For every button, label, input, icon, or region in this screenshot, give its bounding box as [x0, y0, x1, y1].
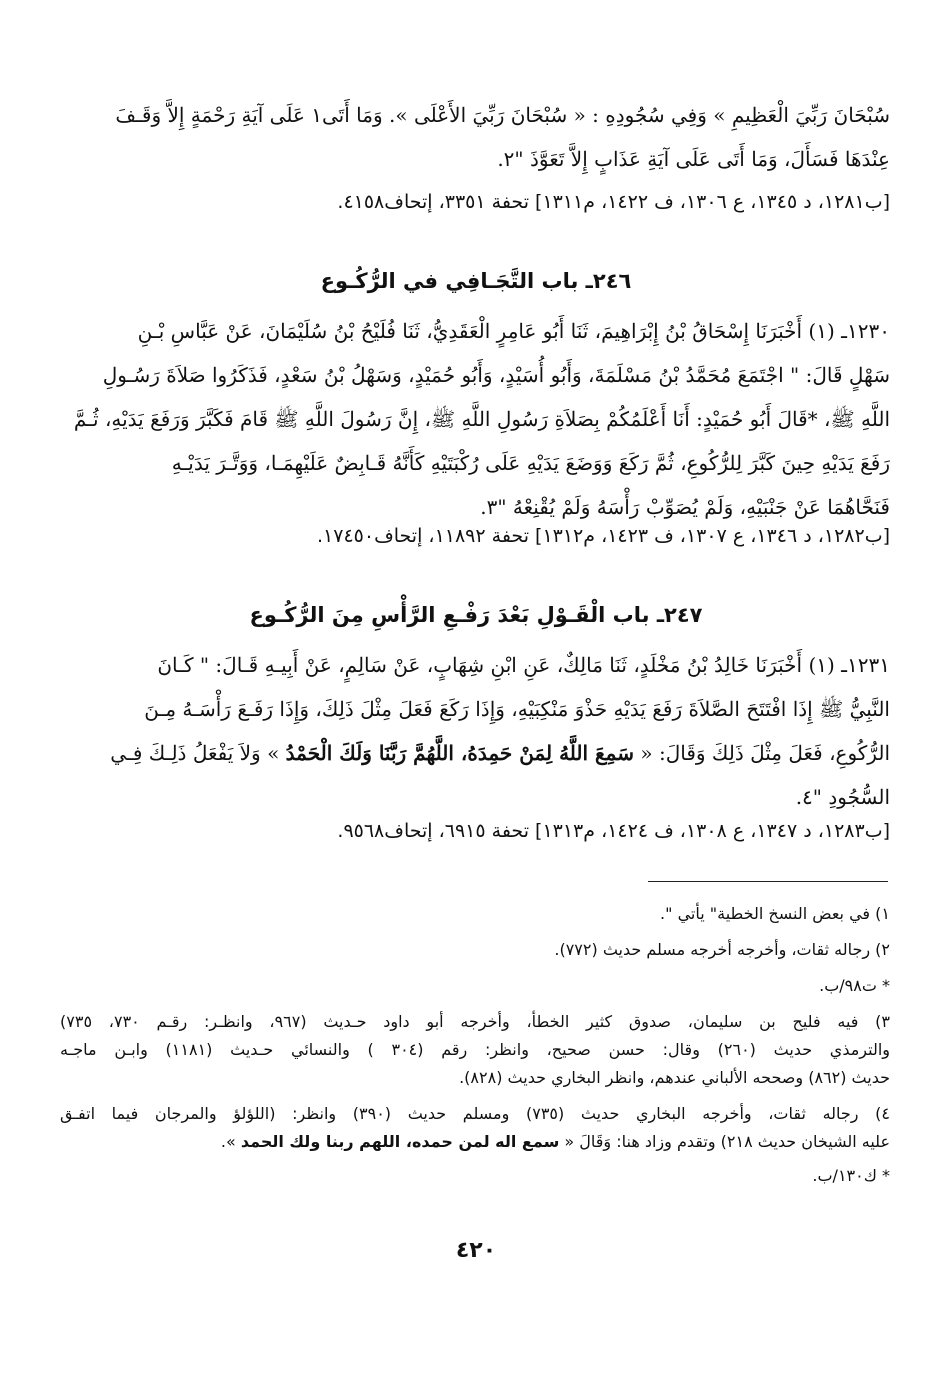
footnote-continuation: والترمذي حديث (٢٦٠) وقال: حسن صحيح، وانظر: رقم (٣٠٤ ) والنسائي حـديث (١١٨١) وابـن ماجـه	[60, 1040, 890, 1059]
hadith-text-continuation	[115, 93, 890, 181]
text-line: عِنْدَهَا فَسَأَلَ، وَمَا أَتَى عَلَى آيَةِ عَذَابٍ إِلاَّ تَعَوَّذَ "٢.	[497, 147, 890, 171]
footnote: ٣) فيه فليح بن سليمان، صدوق كثير الخطأ، وأخرجه أبو داود حـديث (٩٦٧، وانظـر: رقـم ٧٣٠، ٧٣٥)	[60, 1012, 891, 1031]
text-line: سَهْلٍ قَالَ: " اجْتَمَعَ مُحَمَّدُ بْنُ مَسْلَمَةَ، وَأَبُو أُسَيْدٍ، وَأَبُو حُمَيْدٍ، وَسَهْلُ بْنُ سَعْدٍ، فَذَكَرُوا صَلاَةَ رَسُـولِ	[102, 363, 890, 387]
hadith-text	[73, 309, 890, 529]
footnote-separator	[648, 881, 888, 882]
footnote: ٤) رجاله ثقات، وأخرجه البخاري حديث (٧٣٥) ومسلم حديث (٣٩٠) وانظر: (اللؤلؤ والمرجان فيما اتفـق	[60, 1104, 891, 1123]
text-line: ١٢٣١ـ (١) أَخْبَرَنَا خَالِدُ بْنُ مَخْلَدٍ، ثَنَا مَالِكٌ، عَنِ ابْنِ شِهَابٍ، عَنْ سَالِمٍ، عَنْ أَبِيـهِ قَـالَ: " كَـانَ	[157, 653, 890, 677]
footnote-bold-phrase: سمع اله لمن حمده، اللهم ربنا ولك الحمد	[240, 1132, 560, 1151]
reference-line: [ب١٢٨١، د ١٣٤٥، ع ١٣٠٦، ف ١٤٢٢، م١٣١١] تحفة ٣٣٥١، إتحاف٤١٥٨.	[337, 191, 890, 213]
text-line: فَنَحَّاهُمَا عَنْ جَنْبَيْهِ، وَلَمْ يُصَوِّبْ رَأْسَهُ وَلَمْ يُقْنِعْهُ "٣.	[480, 495, 890, 519]
page-number: ٤٢٠	[455, 1238, 497, 1263]
bold-supplication: سَمِعَ اللَّهُ لِمَنْ حَمِدَهُ، اللَّهُمَّ رَبَّنَا وَلَكَ الْحَمْدُ	[285, 741, 634, 765]
footnote: ١) في بعض النسخ الخطية" يأتي ".	[660, 904, 890, 923]
hadith-text	[110, 643, 890, 819]
text-line: ١٢٣٠ـ (١) أَخْبَرَنَا إِسْحَاقُ بْنُ إِبْرَاهِيمَ، ثَنَا أَبُو عَامِرٍ الْعَقَدِيُّ، ثَنَا فُلَيْحُ بْنُ سُلَيْمَانَ، عَنْ عَبَّاسِ بْـنِ	[137, 319, 890, 343]
chapter-heading: ٢٤٦ـ باب التَّجَـافِي في الرُّكُـوع	[320, 269, 632, 293]
footnote-marker: * ت٩٨/ب.	[819, 976, 890, 995]
reference-line: [ب١٢٨٣، د ١٣٤٧، ع ١٣٠٨، ف ١٤٢٤، م١٣١٣] تحفة ٦٩١٥، إتحاف٩٥٦٨.	[337, 820, 890, 842]
reference-line: [ب١٢٨٢، د ١٣٤٦، ع ١٣٠٧، ف ١٤٢٣، م١٣١٢] تحفة ١١٨٩٢، إتحاف١٧٤٥٠.	[316, 525, 890, 547]
text-line: اللَّهِ ﷺ، *قَالَ أَبُو حُمَيْدٍ: أَنَا أَعْلَمُكُمْ بِصَلاَةِ رَسُولِ اللَّهِ ﷺ، إِنَّ رَسُولَ اللَّهِ ﷺ قَامَ فَكَبَّرَ وَرَفَعَ يَدَيْهِ، ثُـمَّ	[73, 407, 890, 431]
footnote-continuation	[60, 1128, 890, 1156]
footnotes	[60, 900, 890, 1190]
footnote: ٢) رجاله ثقات، وأخرجه أخرجه مسلم حديث (٧٧٢).	[554, 940, 890, 959]
text-line: النَّبِيُّ ﷺ إِذَا افْتَتَحَ الصَّلاَةَ رَفَعَ يَدَيْهِ حَذْوَ مَنْكِبَيْهِ، وَإِذَا رَكَعَ فَعَلَ مِثْلَ ذَلِكَ، وَإِذَا رَفَـعَ رَأْسَـهُ مِـنَ	[144, 697, 890, 721]
footnote-marker: * ك١٣٠/ب.	[812, 1166, 890, 1185]
footnote-continuation: حديث (٨٦٢) وصححه الألباني عندهم، وانظر البخاري حديث (٨٢٨).	[459, 1068, 890, 1087]
footnote-text: ».	[220, 1132, 236, 1151]
text-line: سُبْحَانَ رَبِّيَ الْعَظِيمِ » وَفِي سُجُودِهِ : « سُبْحَانَ رَبِّيَ الأَعْلَى ». وَمَا أَتَى١ عَلَى آيَةِ رَحْمَةٍ إِلاَّ وَقَـفَ	[115, 103, 890, 127]
chapter-heading: ٢٤٧ـ باب الْقَـوْلِ بَعْدَ رَفْـعِ الرَّأْسِ مِنَ الرُّكُـوع	[249, 603, 703, 627]
text-line: الرُّكُوعِ، فَعَلَ مِثْلَ ذَلِكَ وَقَالَ: « سَمِعَ اللَّهُ لِمَنْ حَمِدَهُ، اللَّهُمَّ رَبَّنَا وَلَكَ الْحَمْدُ » وَلاَ يَفْعَلُ ذَلِـكَ فِـي	[110, 741, 890, 765]
footnote-text: عليه الشيخان حديث ٢١٨) وتقدم وزاد هنا: وَقَالَ «	[564, 1132, 890, 1151]
text-line: السُّجُودِ "٤.	[795, 785, 890, 809]
text-line: رَفَعَ يَدَيْهِ حِينَ كَبَّرَ لِلرُّكُوعِ، ثُمَّ رَكَعَ وَوَضَعَ يَدَيْهِ عَلَى رُكْبَتَيْهِ كَأَنَّهُ قَـابِضٌ عَلَيْهِمَـا، وَوَتَّـرَ يَدَيْـهِ	[171, 451, 890, 475]
